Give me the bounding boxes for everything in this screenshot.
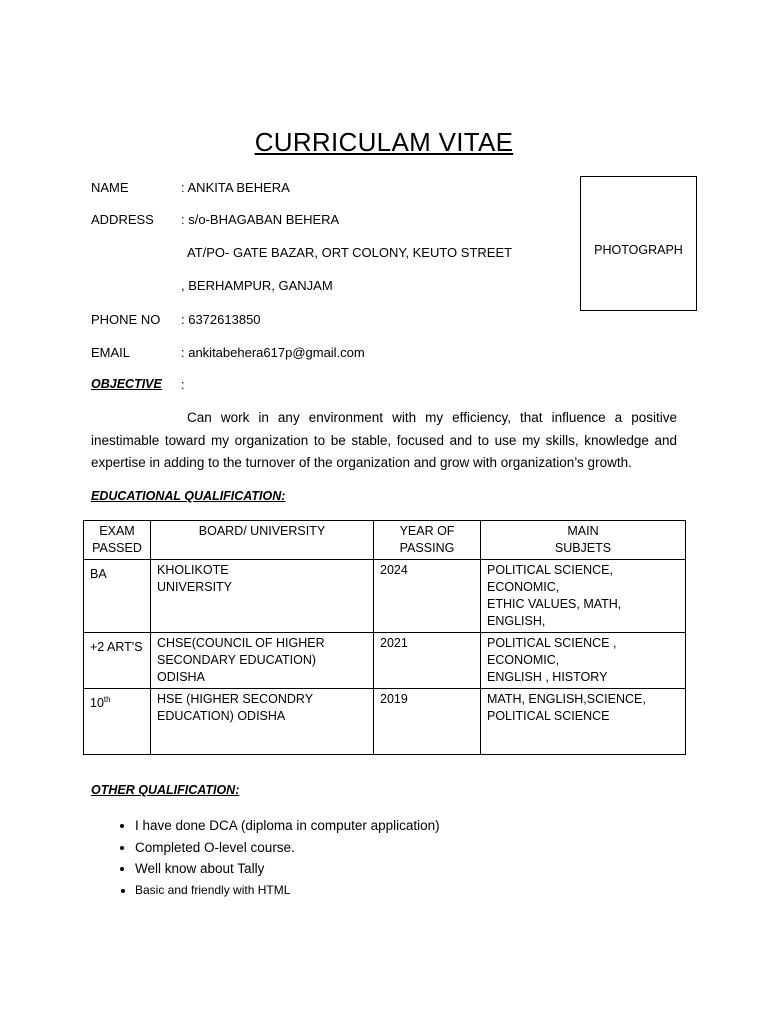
exam-text: 10 <box>90 696 104 711</box>
address-line-2: AT/PO- GATE BAZAR, ORT COLONY, KEUTO STREET <box>187 245 513 260</box>
list-item: • I have done DCA (diploma in computer application) <box>135 815 440 837</box>
header-exam-line1: EXAM <box>99 524 135 538</box>
board-line1: KHOLIKOTE <box>157 563 229 577</box>
cell-exam <box>84 689 151 755</box>
board-line1: HSE (HIGHER SECONDRY <box>157 692 314 706</box>
objective-heading: OBJECTIVE <box>91 377 162 391</box>
table-row <box>84 689 686 755</box>
table-header-row <box>84 521 686 560</box>
header-subjects-line2: SUBJETS <box>554 541 612 555</box>
other-qualification-heading: OTHER QUALIFICATION: <box>91 783 240 797</box>
phone-value: : 6372613850 <box>181 312 261 327</box>
board-line2: UNIVERSITY <box>157 580 233 594</box>
header-subjects <box>481 521 686 560</box>
subjects-line1: MATH, ENGLISH,SCIENCE, <box>487 692 646 706</box>
board-line2: SECONDARY EDUCATION) ODISHA <box>157 653 317 684</box>
list-item: • Completed O-level course. <box>135 837 440 859</box>
document-title: CURRICULAM VITAE <box>254 127 514 157</box>
cell-exam <box>84 560 151 633</box>
subjects-line2: ETHIC VALUES, MATH, ENGLISH, <box>487 597 622 628</box>
education-table <box>83 520 686 755</box>
header-year-line1: YEAR OF <box>399 524 455 538</box>
header-board-text: BOARD/ UNIVERSITY <box>198 524 326 538</box>
cell-exam <box>84 633 151 689</box>
cell-year: 2019 <box>374 689 481 755</box>
subjects-line1: POLITICAL SCIENCE , ECONOMIC, <box>487 636 617 667</box>
cell-subjects <box>481 689 686 755</box>
objective-colon: : <box>181 377 185 392</box>
header-subjects-line1: MAIN <box>567 524 599 538</box>
header-year <box>374 521 481 560</box>
email-label: EMAIL <box>91 345 131 360</box>
subjects-line1: POLITICAL SCIENCE, ECONOMIC, <box>487 563 613 594</box>
objective-text <box>91 407 677 475</box>
board-line1: CHSE(COUNCIL OF HIGHER <box>157 636 325 650</box>
email-value: : ankitabehera617p@gmail.com <box>181 345 365 360</box>
header-exam <box>84 521 151 560</box>
list-item: • Basic and friendly with HTML <box>135 880 440 902</box>
cell-year: 2021 <box>374 633 481 689</box>
objective-paragraph: Can work in any environment with my efficiency, that influence a positive inestimable toward my organization to be stable, focused and to use my skills, knowledge and expertise in adding to the turnover of the organization and grow with organization’s growth. <box>91 410 677 471</box>
address-line-1: : s/o-BHAGABAN BEHERA <box>181 212 340 227</box>
name-label: NAME <box>91 180 129 195</box>
cell-board <box>151 689 374 755</box>
table-row <box>84 633 686 689</box>
exam-text: +2 ART'S <box>90 640 143 655</box>
education-heading: EDUCATIONAL QUALIFICATION: <box>91 489 286 503</box>
address-line-3: , BERHAMPUR, GANJAM <box>181 278 333 293</box>
photograph-box <box>580 176 697 311</box>
phone-label: PHONE NO <box>91 312 161 327</box>
list-item: • Well know about Tally <box>135 858 440 880</box>
subjects-line2: POLITICAL SCIENCE <box>487 709 610 723</box>
cell-subjects <box>481 560 686 633</box>
subjects-line2: ENGLISH , HISTORY <box>487 670 608 684</box>
cell-year: 2024 <box>374 560 481 633</box>
other-qualification-list <box>110 815 440 901</box>
header-board <box>151 521 374 560</box>
exam-sup: th <box>103 695 111 704</box>
photograph-label: PHOTOGRAPH <box>594 243 683 257</box>
header-exam-line2: PASSED <box>92 541 142 555</box>
table-row <box>84 560 686 633</box>
name-value: : ANKITA BEHERA <box>181 180 290 195</box>
header-year-line2: PASSING <box>399 541 455 555</box>
cell-subjects <box>481 633 686 689</box>
address-label: ADDRESS <box>91 212 154 227</box>
cell-board <box>151 560 374 633</box>
cell-board <box>151 633 374 689</box>
exam-text: BA <box>90 567 107 582</box>
board-line2: EDUCATION) ODISHA <box>157 709 286 723</box>
